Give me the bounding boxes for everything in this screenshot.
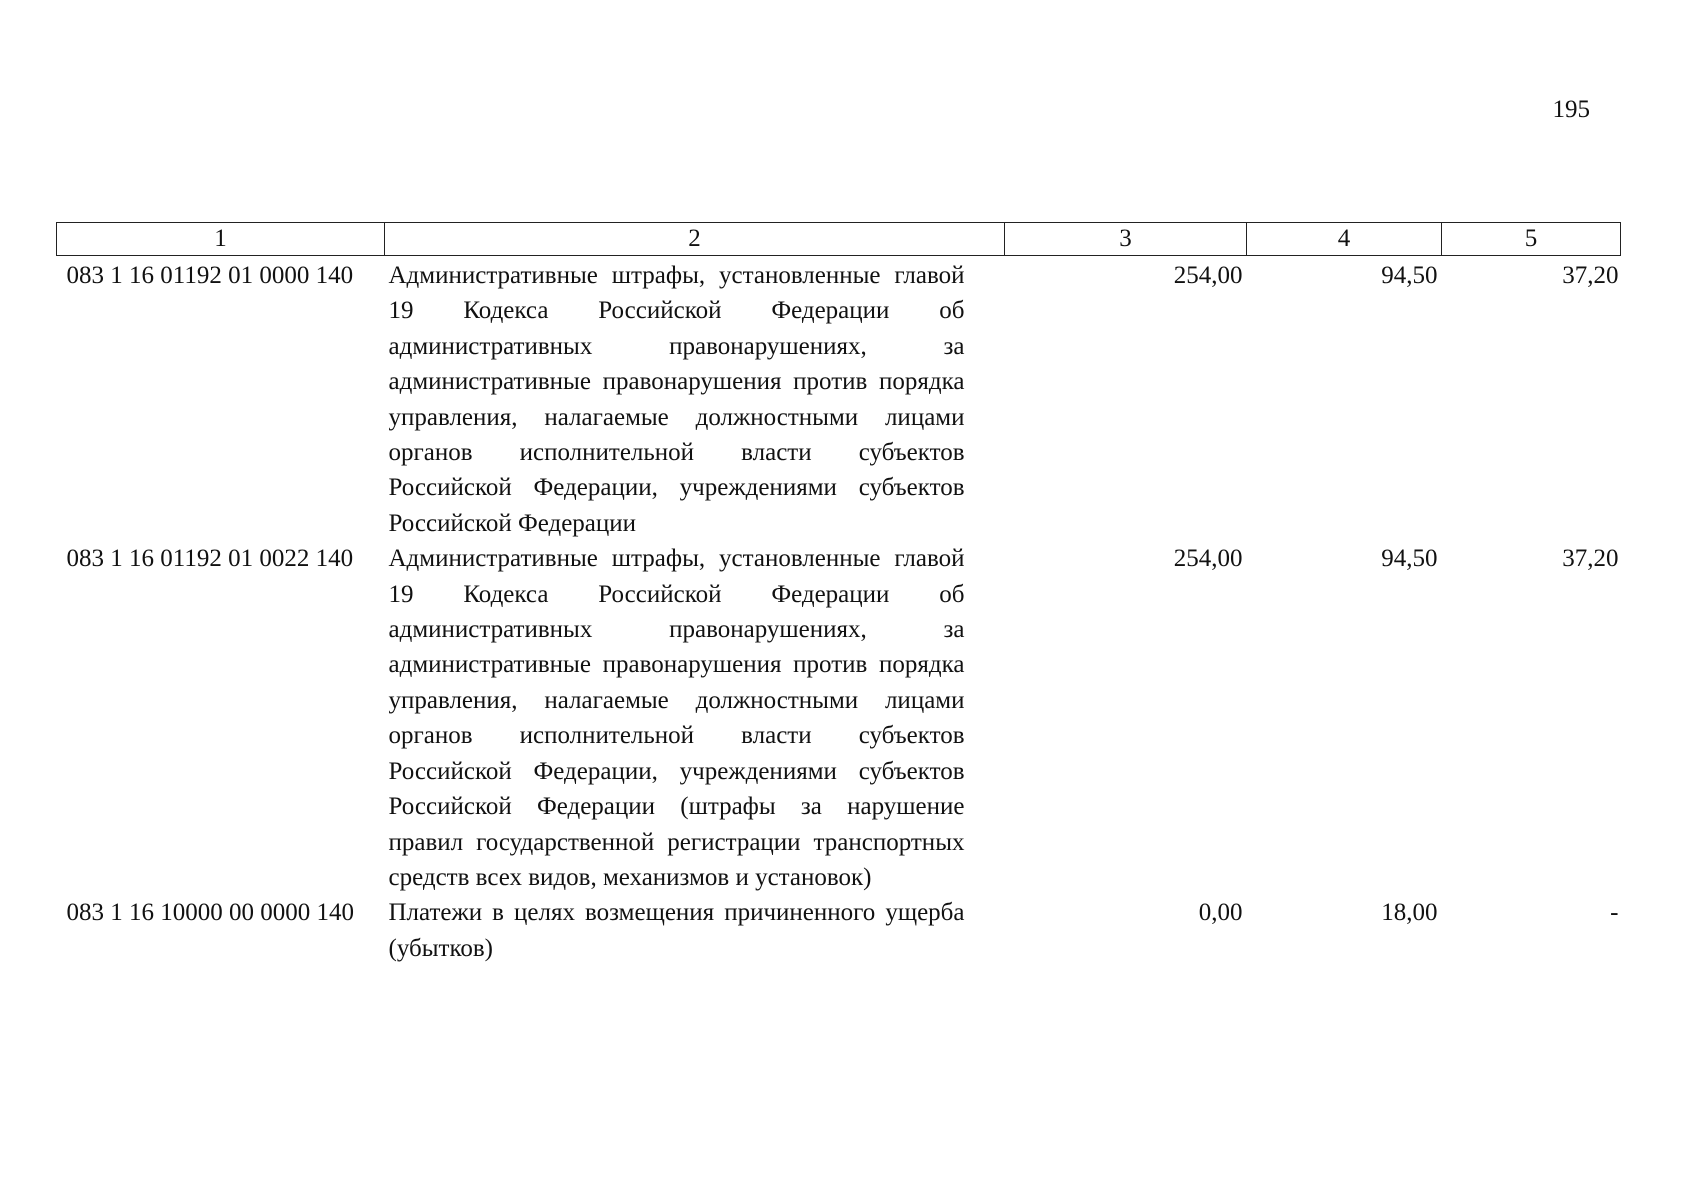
description-cell: Платежи в целях возмещения причиненного ущерба (убытков) <box>388 899 965 962</box>
budget-code-cell: 083 1 16 01192 01 0022 140 <box>66 545 354 573</box>
table-row <box>57 541 1621 895</box>
budget-code-cell: 083 1 16 10000 00 0000 140 <box>66 899 354 927</box>
col5-value-cell: 37,20 <box>1562 545 1619 573</box>
description-cell: Административные штрафы, установленные главой 19 Кодекса Российской Федерации об административных правонарушениях, за административные правонарушения против порядка управления, налагаемые должностными лицами органов исполнительной власти субъектов Российской Федерации, учреждениями субъектов Российской Федерации <box>388 262 965 537</box>
col3-value-cell: 0,00 <box>1198 899 1243 927</box>
header-col-3: 3 <box>1005 223 1247 256</box>
col3-value-cell: 254,00 <box>1173 545 1243 573</box>
table-header <box>57 223 1621 256</box>
table-row <box>57 256 1621 542</box>
header-col-2: 2 <box>385 223 1005 256</box>
table-body <box>57 256 1621 967</box>
col3-value-cell: 254,00 <box>1173 262 1243 289</box>
table-row <box>57 895 1621 966</box>
col4-value-cell: 94,50 <box>1381 262 1438 289</box>
header-col-4: 4 <box>1247 223 1442 256</box>
col5-value-cell: 37,20 <box>1562 262 1619 289</box>
col4-value-cell: 94,50 <box>1381 545 1438 573</box>
budget-code-cell: 083 1 16 01192 01 0000 140 <box>66 262 354 289</box>
budget-table <box>56 222 1621 966</box>
col4-value-cell: 18,00 <box>1381 899 1438 927</box>
header-col-5: 5 <box>1442 223 1621 256</box>
header-col-1: 1 <box>57 223 385 256</box>
header-row <box>57 223 1621 256</box>
col5-value-cell: - <box>1610 899 1619 927</box>
description-cell: Административные штрафы, установленные главой 19 Кодекса Российской Федерации об административных правонарушениях, за административные правонарушения против порядка управления, налагаемые должностными лицами органов исполнительной власти субъектов Российской Федерации, учреждениями субъектов Российской Федерации (штрафы за нарушение правил государственной регистрации транспортных средств всех видов, механизмов и установок) <box>388 545 965 891</box>
page-number: 195 <box>1552 96 1590 123</box>
